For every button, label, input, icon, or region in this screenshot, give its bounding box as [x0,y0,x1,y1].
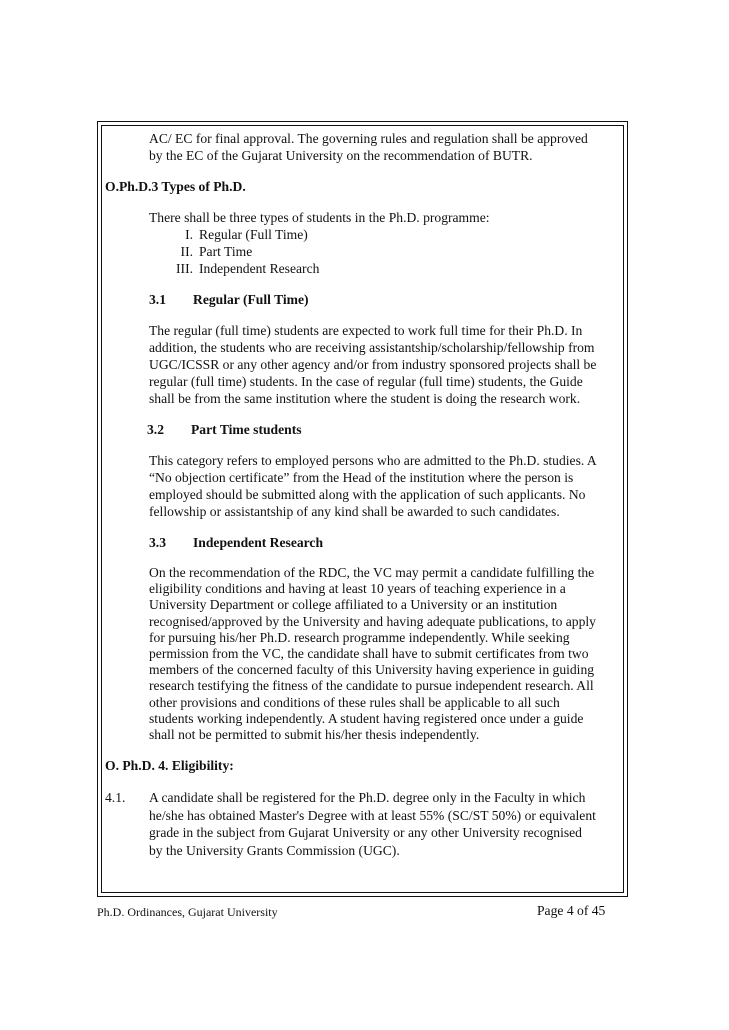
text-line: permission from the VC, the candidate shall have to submit certificates from two [149,646,589,662]
text-line: University Department or college affiliated to a University or an institution [149,597,558,613]
text-line: grade in the subject from Gujarat University or any other University recognised [149,825,582,841]
clause-4-1 [105,789,622,859]
text-line: UGC/ICSSR or any other agency and/or from industry sponsored projects shall be [149,357,597,372]
types-intro: There shall be three types of students in the Ph.D. programme: [149,210,490,225]
subsection-heading-3-3: 3.3 Independent Research [149,535,324,550]
text-line: students working independently. A student having registered once under a guide [149,710,584,726]
paragraph-3-1 [105,322,622,407]
document-body [105,126,622,859]
text-line: This category refers to employed persons who are admitted to the Ph.D. studies. A [149,453,597,468]
text-line: addition, the students who are receiving assistantship/scholarship/fellowship from [149,340,595,355]
text-line: by the EC of the Gujarat University on the recommendation of BUTR. [149,148,533,163]
text-line: AC/ EC for final approval. The governing rules and regulation shall be approved [149,131,588,146]
section-heading-4: O. Ph.D. 4. Eligibility: [105,758,234,774]
text-line: regular (full time) students. In the case of regular (full time) students, the Guide [149,374,583,389]
list-item: I. Regular (Full Time) [185,227,308,242]
text-line: The regular (full time) students are expected to work full time for their Ph.D. In [149,323,583,338]
page-number: Page 4 of 45 [537,903,606,918]
paragraph-3-2 [105,452,622,520]
intro-paragraph [105,130,622,164]
section-heading-3: O.Ph.D.3 Types of Ph.D. [105,179,246,194]
subsection-heading-3-1: 3.1 Regular (Full Time) [149,292,309,307]
text-line: fellowship or assistantship of any kind shall be awarded to such candidates. [149,504,560,519]
text-line: A candidate shall be registered for the Ph.D. degree only in the Faculty in which [149,790,586,806]
text-line: shall not be permitted to submit his/her thesis independently. [149,727,480,743]
types-list [105,226,622,277]
text-line: “No objection certificate” from the Head of the institution where the person is [149,470,574,485]
text-line: On the recommendation of the RDC, the VC may permit a candidate fulfilling the [149,565,595,580]
clause-number: 4.1. [105,790,126,806]
text-line: he/she has obtained Master's Degree with at least 55% (SC/ST 50%) or equivalent [149,807,596,823]
list-item: II. Part Time [180,244,253,259]
footer-title: Ph.D. Ordinances, Gujarat University [97,905,278,919]
text-line: members of the concerned faculty of this University having experience in guiding [149,662,595,678]
text-line: eligibility conditions and having at least 10 years of teaching experience in a [149,581,566,597]
text-line: for pursuing his/her Ph.D. research programme independently. While seeking [149,629,570,645]
text-line: recognised/approved by the University and having adequate publications, to apply [149,613,596,629]
text-line: research testifying the fitness of the candidate to pursue independent research. All [149,678,594,694]
text-line: by the University Grants Commission (UGC). [149,842,400,858]
text-line: employed should be submitted along with the application of such applicants. No [149,487,586,502]
paragraph-3-3 [105,565,622,743]
subsection-heading-3-2: 3.2 Part Time students [147,422,302,437]
list-item: III. Independent Research [176,261,320,276]
text-line: shall be from the same institution where the student is doing the research work. [149,391,581,406]
text-line: other provisions and conditions of these rules shall be applicable to all such [149,694,560,710]
